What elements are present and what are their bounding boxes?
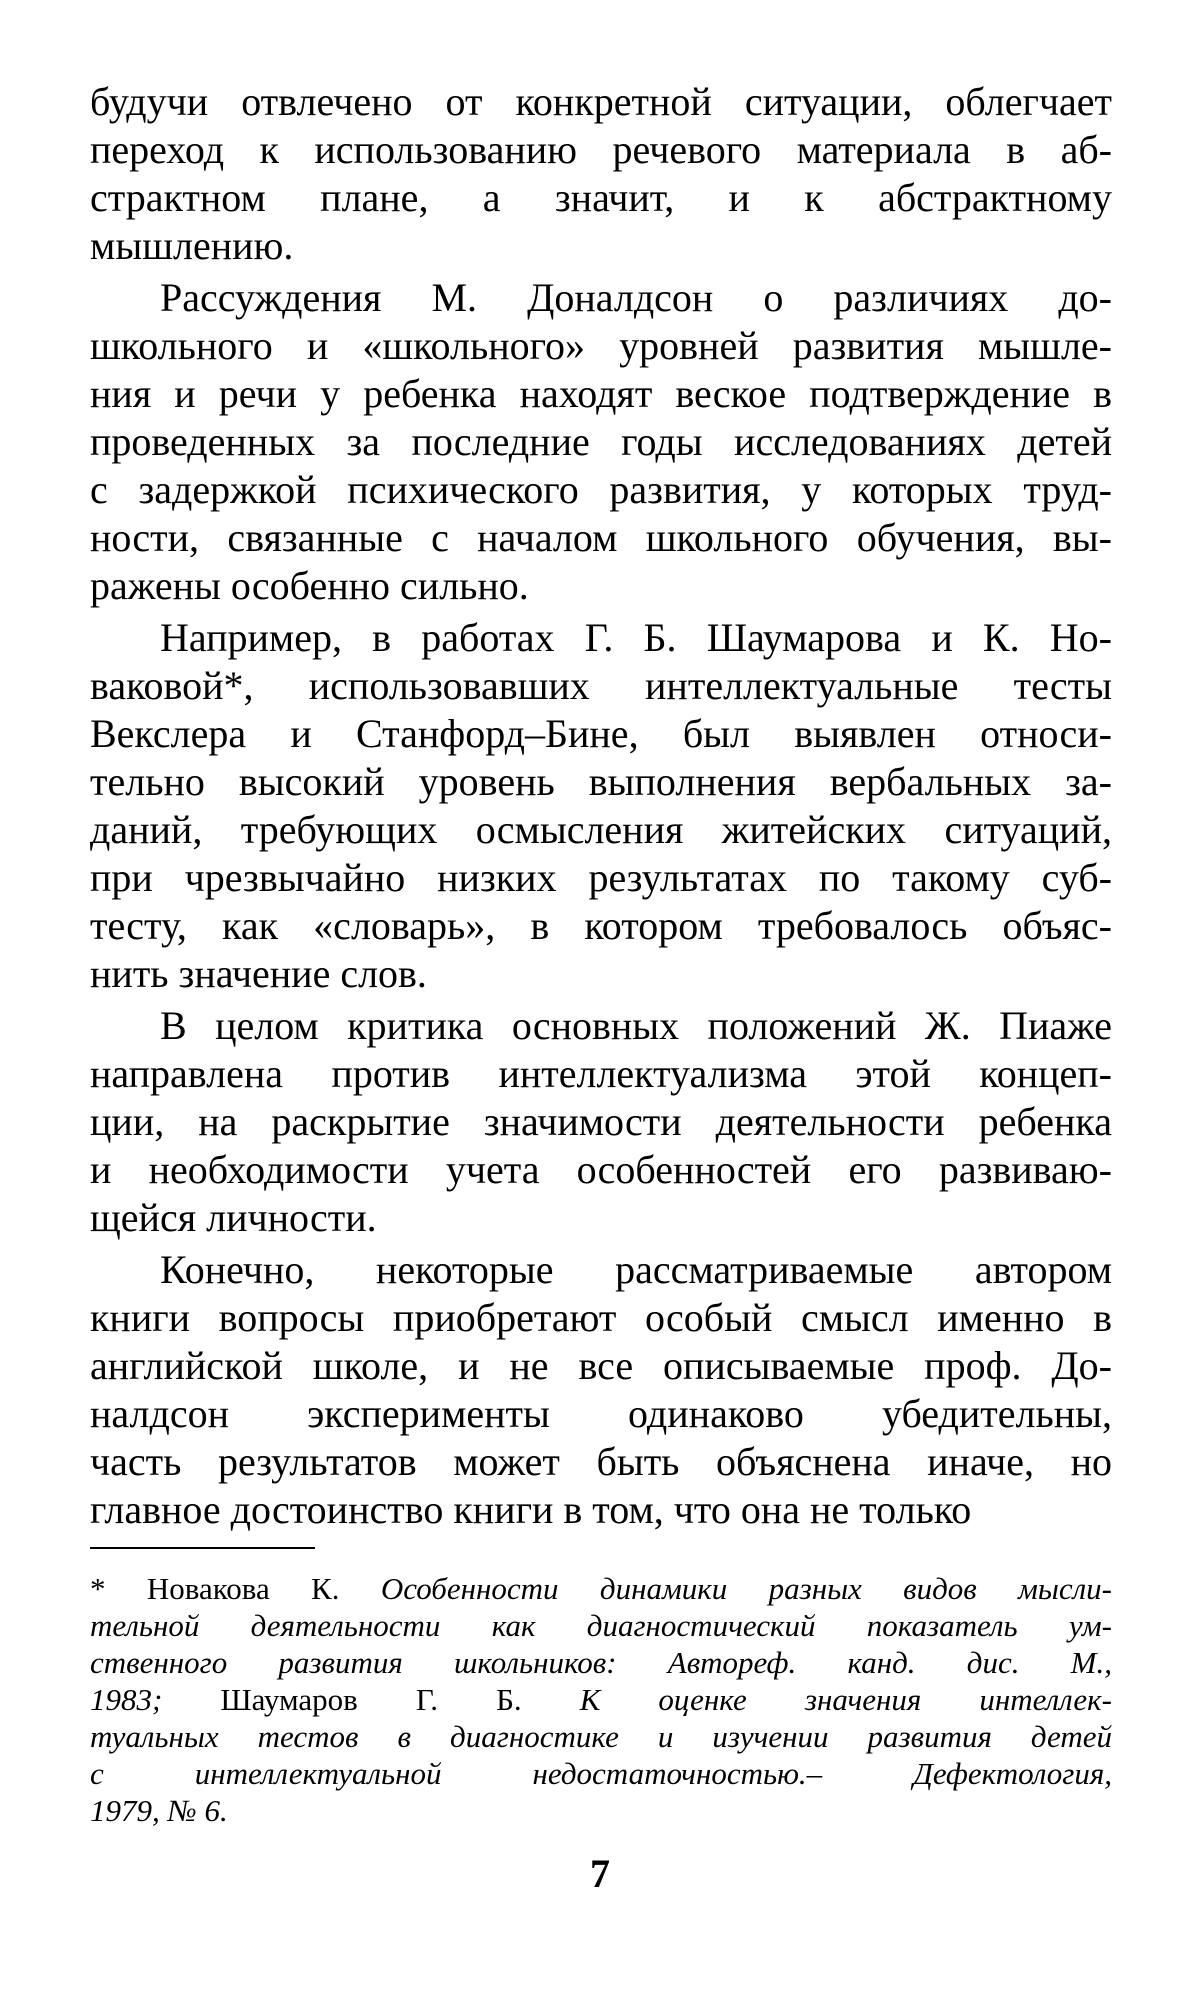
text-line: при чрезвычайно низких результатах по такому суб- [90,855,1112,900]
footnote [90,1570,1112,1829]
text-line: ции, на раскрытие значимости деятельности ребенка [90,1099,1112,1144]
text-line: направлена против интеллектуализма этой концеп- [90,1051,1112,1096]
footnote-line [90,1718,1112,1755]
footnote-segment: К оценке значения интеллек- [579,1682,1113,1717]
text-line: будучи отвлечено от конкретной ситуации, облегчает [90,79,1112,124]
text-line: страктном плане, а значит, и к абстрактному [90,175,1112,220]
text-line: Конечно, некоторые рассматриваемые автором [160,1247,1112,1292]
text-line: часть результатов может быть объяснена иначе, но [90,1439,1112,1484]
text-line: с задержкой психического развития, у которых труд- [90,467,1112,512]
footnote-line [90,1607,1112,1644]
text-line: ваковой*, использовавших интеллектуальные тесты [90,663,1112,708]
paragraph [90,1002,1112,1242]
text-line: ности, связанные с началом школьного обучения, вы- [90,515,1112,560]
footnote-line [90,1570,1112,1607]
footnote-segment: * Новакова К. [90,1571,381,1606]
footnote-segment: Шаумаров Г. Б. [220,1682,580,1717]
text-line: проведенных за последние годы исследованиях детей [90,419,1112,464]
footnote-segment: ственного развития школьников: Автореф. канд. дис. М., [90,1645,1112,1680]
paragraph [90,274,1112,610]
footnote-separator [90,1547,315,1549]
footnote-segment: тельной деятельности как диагностический показатель ум- [90,1608,1112,1643]
footnote-line [90,1755,1112,1792]
text-line: мышлению. [90,223,294,268]
text-line: даний, требующих осмысления житейских ситуаций, [90,807,1112,852]
footnote-segment: 1979, № 6. [90,1793,228,1828]
page-number: 7 [590,1851,610,1896]
body-text [90,78,1112,1534]
footnote-line [90,1644,1112,1681]
text-line: В целом критика основных положений Ж. Пиаже [160,1003,1112,1048]
text-line: главное достоинство книги в том, что она не только [90,1487,972,1532]
text-line: Например, в работах Г. Б. Шаумарова и К. Но- [160,615,1112,660]
text-line: и необходимости учета особенностей его развиваю- [90,1147,1112,1192]
footnote-segment: 1983; [90,1682,221,1717]
footnote-segment: Особенности динамики разных видов мысли- [380,1571,1112,1606]
text-line: тесту, как «словарь», в котором требовалось объяс- [90,903,1112,948]
text-line: книги вопросы приобретают особый смысл именно в [90,1295,1112,1340]
text-line: нить значение слов. [90,951,427,996]
text-line: ражены особенно сильно. [90,563,529,608]
text-line: Рассуждения М. Доналдсон о различиях до- [160,275,1112,320]
text-line: английской школе, и не все описываемые проф. До- [90,1343,1112,1388]
text-line: школьного и «школьного» уровней развития мышле- [90,323,1112,368]
paragraph [90,614,1112,998]
text-line: ния и речи у ребенка находят веское подтверждение в [90,371,1112,416]
text-line: тельно высокий уровень выполнения вербальных за- [90,759,1112,804]
page-body [90,78,1112,1538]
text-line: переход к использованию речевого материала в аб- [90,127,1112,172]
footnote-segment: с интеллектуальной недостаточностью.– Дефектология, [90,1756,1112,1791]
footnote-line [90,1792,1112,1829]
footnote-segment: туальных тестов в диагностике и изучении развития детей [90,1719,1112,1754]
footnote-line [90,1681,1112,1718]
paragraph [90,1246,1112,1534]
text-line: налдсон эксперименты одинаково убедительны, [90,1391,1112,1436]
text-line: щейся личности. [90,1195,377,1240]
paragraph [90,78,1112,270]
text-line: Векслера и Станфорд–Бине, был выявлен относи- [90,711,1112,756]
